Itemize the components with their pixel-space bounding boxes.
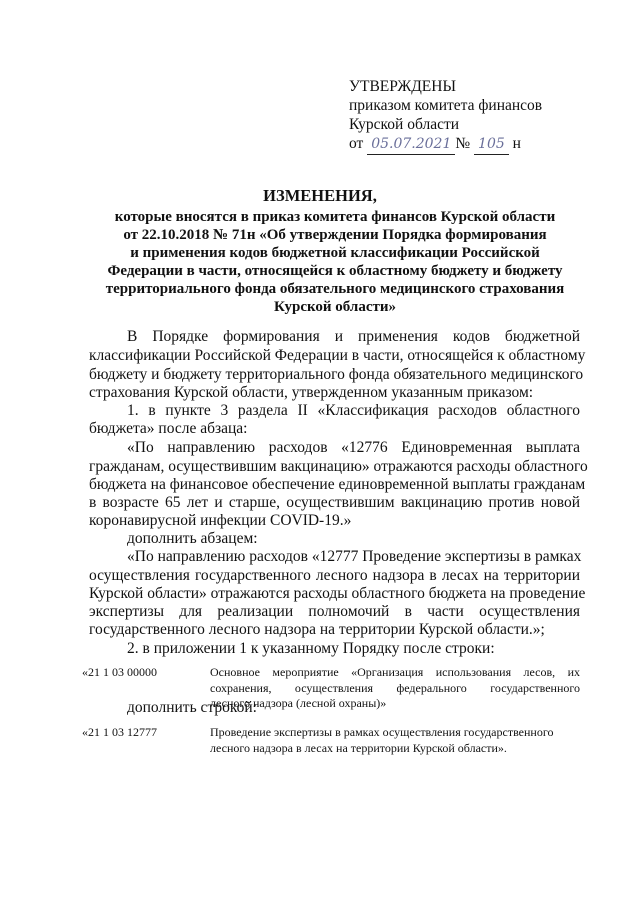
row-desc-line: Проведение экспертизы в рамках осуществления государственного — [210, 725, 554, 739]
body-line: 1. в пункте 3 раздела II «Классификация расходов областного — [127, 402, 580, 419]
approval-suffix: н — [512, 135, 521, 152]
heading-line: которые вносятся в приказ комитета финансов Курской области — [114, 209, 556, 225]
body-line: 2. в приложении 1 к указанному Порядку после строки: — [127, 640, 495, 657]
body-line: бюджету и бюджету территориального фонда обязательного медицинского — [89, 366, 584, 383]
body-line: осуществления государственного лесного надзора в лесах на территории — [89, 567, 580, 584]
body-line: страхования Курской области, утвержденном указанным приказом: — [89, 384, 534, 401]
body-line: коронавирусной инфекции COVID-19.» — [89, 512, 352, 529]
row-description — [210, 665, 580, 712]
add-row-label: дополнить строкой: — [127, 699, 257, 716]
heading-line: Курской области» — [273, 299, 397, 315]
heading-line: от 22.10.2018 № 71н «Об утверждении Порядка формирования — [123, 227, 547, 243]
document-heading — [92, 208, 578, 316]
heading-line: Федерации в части, относящейся к областному бюджету и бюджету — [107, 263, 563, 279]
row-desc-line: лесного надзора в лесах на территории Курской области». — [210, 740, 507, 755]
approval-line-region: Курской области — [349, 116, 460, 133]
approval-title: УТВЕРЖДЕНЫ — [349, 78, 456, 95]
row-desc-line: сохранения, осуществления федерального государственного — [210, 680, 580, 695]
row-code: «21 1 03 00000 — [82, 665, 157, 679]
body-line: бюджета на финансовое обеспечение единовременной выплаты гражданам — [89, 476, 586, 493]
body-line: классификации Российской Федерации в части, относящейся к областному — [89, 347, 586, 364]
document-title: ИЗМЕНЕНИЯ, — [263, 186, 377, 205]
body-line: «По направлению расходов «12777 Проведение экспертизы в рамках — [127, 548, 582, 565]
approval-line-order: приказом комитета финансов — [349, 97, 543, 114]
approval-date-line — [349, 134, 542, 155]
body-line: Курской области» отражаются расходы областного бюджета на проведение — [89, 585, 586, 602]
approval-from: от — [349, 135, 364, 152]
row-desc-line: Основное мероприятие «Организация использования лесов, их — [210, 665, 580, 679]
body-line: экспертизы для реализации полномочий в части осуществления — [89, 603, 580, 620]
row-code: «21 1 03 12777 — [82, 725, 157, 739]
approval-number: 105 — [474, 135, 509, 155]
approval-block — [349, 77, 542, 155]
body-line: «По направлению расходов «12776 Единовременная выплата — [127, 439, 580, 456]
body-line: дополнить абзацем: — [127, 530, 258, 547]
approval-date: 05.07.2021 — [367, 135, 455, 155]
row-desc-line: лесного надзора (лесной охраны)» — [210, 696, 387, 710]
body-line: гражданам, осуществившим вакцинацию» отражаются расходы областного — [89, 458, 588, 475]
body-line: государственного лесного надзора на территории Курской области.»; — [89, 621, 545, 638]
heading-line: территориального фонда обязательного медицинского страхования — [105, 281, 565, 297]
heading-line: и применения кодов бюджетной классификации Российской — [130, 245, 540, 261]
body-line: в возрасте 65 лет и старше, осуществившим вакцинацию против новой — [89, 494, 580, 511]
row-description — [210, 725, 580, 756]
approval-number-label: № — [455, 135, 471, 152]
body-line: В Порядке формирования и применения кодов бюджетной — [127, 328, 580, 345]
body-line: бюджета» после абзаца: — [89, 420, 248, 437]
